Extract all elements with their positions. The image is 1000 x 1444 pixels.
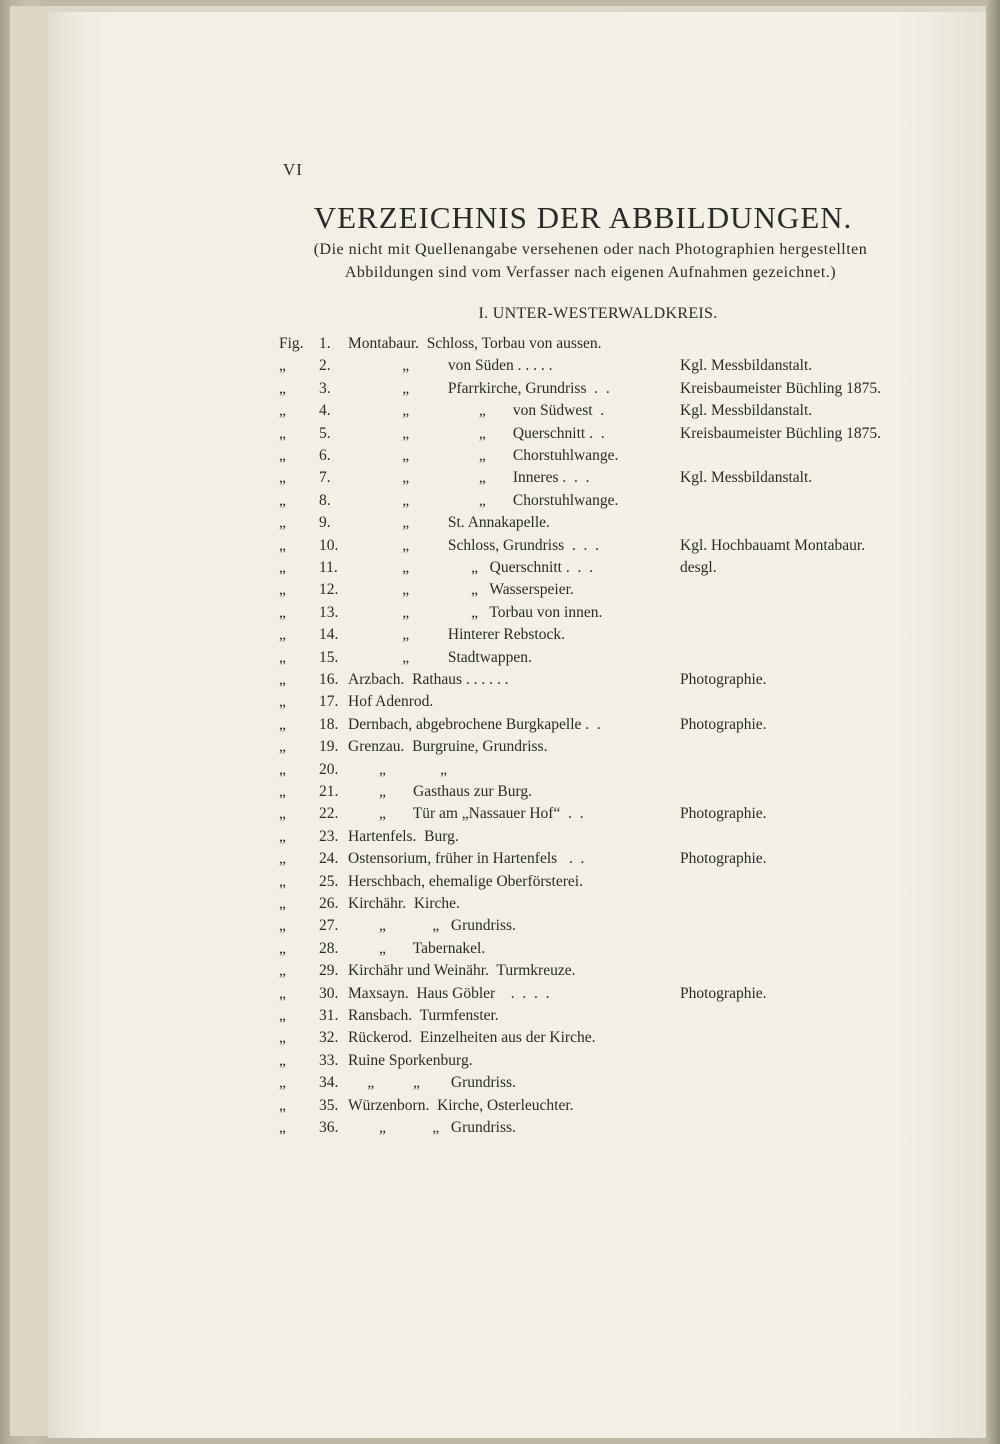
list-item bbox=[48, 759, 986, 781]
figure-source: Kgl. Hochbauamt Montabaur. bbox=[680, 536, 866, 554]
list-item bbox=[48, 378, 986, 400]
figure-prefix: „ bbox=[279, 872, 286, 890]
figure-description: Kirchähr und Weinähr. Turmkreuze. bbox=[348, 962, 576, 980]
figure-description: „ „ Chorstuhlwange. bbox=[348, 447, 619, 464]
figure-description: „ „ Grundriss. bbox=[348, 917, 516, 935]
list-item bbox=[48, 803, 986, 825]
figure-number: 15. bbox=[319, 648, 339, 666]
figure-prefix: „ bbox=[279, 402, 286, 420]
figure-number: 17. bbox=[319, 693, 339, 711]
figure-prefix: „ bbox=[279, 1096, 286, 1114]
figure-source: desgl. bbox=[680, 559, 717, 576]
page-number: VI bbox=[283, 160, 303, 179]
figure-number: 4. bbox=[319, 402, 331, 420]
figure-source: Kreisbaumeister Büchling 1875. bbox=[680, 379, 882, 397]
figure-number: 22. bbox=[319, 805, 339, 823]
figure-prefix: „ bbox=[279, 1007, 286, 1024]
list-item bbox=[48, 669, 986, 691]
figure-prefix: „ bbox=[279, 962, 286, 980]
figure-description: „ von Süden . . . . . bbox=[348, 357, 553, 375]
figure-number: 23. bbox=[319, 827, 339, 845]
figure-description: „ Pfarrkirche, Grundriss . . bbox=[348, 379, 610, 397]
note-line-2: Abbildungen sind vom Verfasser nach eigenen Aufnahmen gezeichnet.) bbox=[344, 264, 837, 281]
list-item bbox=[48, 1005, 986, 1027]
figure-number: 12. bbox=[319, 581, 339, 599]
figure-number: 25. bbox=[319, 872, 339, 890]
figure-prefix: „ bbox=[279, 648, 286, 666]
figure-description: „ Hinterer Rebstock. bbox=[348, 626, 565, 644]
figure-source: Kreisbaumeister Büchling 1875. bbox=[680, 424, 882, 442]
figure-list bbox=[48, 12, 986, 1438]
figure-prefix: „ bbox=[279, 984, 286, 1002]
figure-prefix: „ bbox=[279, 760, 286, 778]
list-item bbox=[48, 983, 986, 1005]
figure-source: Photographie. bbox=[680, 671, 767, 688]
figure-description: „ Schloss, Grundriss . . . bbox=[348, 536, 600, 554]
figure-description: Ostensorium, früher in Hartenfels . . bbox=[348, 850, 585, 868]
list-item bbox=[48, 1095, 986, 1117]
figure-number: 29. bbox=[319, 962, 339, 980]
list-item bbox=[48, 602, 986, 624]
figure-number: 36. bbox=[319, 1119, 339, 1136]
list-item bbox=[48, 691, 986, 713]
figure-number: 20. bbox=[319, 760, 339, 778]
figure-number: 10. bbox=[319, 536, 339, 554]
list-item bbox=[48, 490, 986, 512]
figure-description: Kirchähr. Kirche. bbox=[348, 895, 460, 912]
figure-number: 18. bbox=[319, 715, 339, 733]
figure-number: 13. bbox=[319, 603, 339, 621]
figure-number: 2. bbox=[319, 357, 331, 375]
book-spine-right bbox=[986, 0, 1000, 1444]
figure-description: Dernbach, abgebrochene Burgkapelle . . bbox=[348, 715, 601, 733]
figure-source: Kgl. Messbildanstalt. bbox=[680, 402, 813, 420]
list-item bbox=[48, 736, 986, 758]
figure-number: 11. bbox=[319, 559, 338, 576]
figure-prefix: „ bbox=[279, 693, 286, 711]
figure-description: „ Tür am „Nassauer Hof“ . . bbox=[348, 805, 584, 823]
document-page bbox=[48, 12, 986, 1438]
figure-description: „ „ von Südwest . bbox=[348, 402, 605, 420]
figure-prefix: „ bbox=[279, 626, 286, 644]
list-item bbox=[48, 826, 986, 848]
figure-number: 26. bbox=[319, 895, 339, 912]
figure-description: Ruine Sporkenburg. bbox=[348, 1051, 473, 1069]
list-item bbox=[48, 423, 986, 445]
note-line-1: (Die nicht mit Quellenangabe versehenen oder nach Photographien hergestellten bbox=[313, 241, 868, 258]
list-item bbox=[48, 848, 986, 870]
figure-number: 32. bbox=[319, 1029, 339, 1047]
list-item bbox=[48, 915, 986, 937]
list-item bbox=[48, 535, 986, 557]
figure-prefix: „ bbox=[279, 783, 286, 800]
figure-number: 27. bbox=[319, 917, 339, 935]
figure-source: Kgl. Messbildanstalt. bbox=[680, 469, 813, 487]
figure-prefix: „ bbox=[279, 514, 286, 532]
section-heading: I. UNTER-WESTERWALDKREIS. bbox=[478, 305, 718, 322]
figure-prefix: „ bbox=[279, 917, 286, 935]
figure-prefix: „ bbox=[279, 581, 286, 599]
figure-description: „ „ Inneres . . . bbox=[348, 469, 590, 487]
figure-description: „ Tabernakel. bbox=[348, 939, 486, 957]
list-item bbox=[48, 714, 986, 736]
figure-number: 3. bbox=[319, 379, 331, 397]
figure-description: „ „ Grundriss. bbox=[348, 1074, 516, 1092]
figure-prefix: „ bbox=[279, 357, 286, 375]
figure-description: „ Stadtwappen. bbox=[348, 648, 532, 666]
figure-prefix: „ bbox=[279, 1074, 286, 1092]
figure-source: Photographie. bbox=[680, 715, 767, 733]
figure-description: Würzenborn. Kirche, Osterleuchter. bbox=[348, 1096, 574, 1114]
figure-number: 8. bbox=[319, 491, 331, 509]
list-item bbox=[48, 871, 986, 893]
figure-number: 34. bbox=[319, 1074, 339, 1092]
figure-number: 33. bbox=[319, 1051, 339, 1069]
figure-prefix: „ bbox=[279, 1051, 286, 1069]
page-title: VERZEICHNIS DER ABBILDUNGEN. bbox=[313, 200, 853, 235]
figure-prefix: „ bbox=[279, 671, 286, 688]
figure-description: „ „ Querschnitt . . bbox=[348, 424, 605, 442]
list-item bbox=[48, 579, 986, 601]
list-item bbox=[48, 467, 986, 489]
figure-prefix: „ bbox=[279, 424, 286, 442]
list-item bbox=[48, 960, 986, 982]
figure-source: Kgl. Messbildanstalt. bbox=[680, 357, 813, 375]
figure-number: 1. bbox=[319, 335, 331, 352]
figure-number: 14. bbox=[319, 626, 339, 644]
figure-number: 7. bbox=[319, 469, 331, 487]
list-item bbox=[48, 938, 986, 960]
figure-prefix: „ bbox=[279, 850, 286, 868]
figure-number: 35. bbox=[319, 1096, 339, 1114]
figure-prefix: „ bbox=[279, 491, 286, 509]
figure-description: „ St. Annakapelle. bbox=[348, 514, 550, 532]
figure-number: 16. bbox=[319, 671, 339, 688]
figure-description: Rückerod. Einzelheiten aus der Kirche. bbox=[348, 1029, 596, 1047]
list-item bbox=[48, 1027, 986, 1049]
figure-prefix: „ bbox=[279, 738, 286, 756]
figure-number: 24. bbox=[319, 850, 339, 868]
figure-number: 5. bbox=[319, 424, 331, 442]
list-item bbox=[48, 1072, 986, 1094]
list-item bbox=[48, 1117, 986, 1139]
figure-source: Photographie. bbox=[680, 984, 767, 1002]
list-item bbox=[48, 445, 986, 467]
list-item bbox=[48, 647, 986, 669]
figure-description: Ransbach. Turmfenster. bbox=[348, 1007, 499, 1024]
figure-prefix: „ bbox=[279, 1029, 286, 1047]
list-item bbox=[48, 893, 986, 915]
figure-number: 28. bbox=[319, 939, 339, 957]
figure-prefix: „ bbox=[279, 827, 286, 845]
figure-number: 9. bbox=[319, 514, 331, 532]
figure-description: Herschbach, ehemalige Oberförsterei. bbox=[348, 872, 583, 890]
figure-description: „ „ Torbau von innen. bbox=[348, 603, 603, 621]
figure-prefix: „ bbox=[279, 469, 286, 487]
figure-prefix: „ bbox=[279, 447, 286, 464]
list-item bbox=[48, 1050, 986, 1072]
figure-description: Hartenfels. Burg. bbox=[348, 827, 459, 845]
figure-prefix: Fig. bbox=[279, 335, 304, 352]
figure-number: 19. bbox=[319, 738, 339, 756]
figure-prefix: „ bbox=[279, 559, 286, 576]
figure-source: Photographie. bbox=[680, 850, 767, 868]
figure-description: „ „ bbox=[348, 760, 448, 778]
figure-description: Hof Adenrod. bbox=[348, 693, 434, 711]
figure-prefix: „ bbox=[279, 603, 286, 621]
figure-description: „ „ Querschnitt . . . bbox=[348, 559, 593, 576]
figure-description: „ „ Grundriss. bbox=[348, 1119, 516, 1136]
figure-description: „ Gasthaus zur Burg. bbox=[348, 783, 532, 800]
figure-prefix: „ bbox=[279, 536, 286, 554]
figure-number: 21. bbox=[319, 783, 339, 800]
figure-prefix: „ bbox=[279, 939, 286, 957]
figure-number: 6. bbox=[319, 447, 331, 464]
list-item bbox=[48, 333, 986, 355]
list-item bbox=[48, 781, 986, 803]
list-item bbox=[48, 355, 986, 377]
list-item bbox=[48, 624, 986, 646]
figure-number: 30. bbox=[319, 984, 339, 1002]
figure-description: Arzbach. Rathaus . . . . . . bbox=[348, 671, 509, 688]
figure-prefix: „ bbox=[279, 1119, 286, 1136]
figure-description: „ „ Chorstuhlwange. bbox=[348, 491, 619, 509]
figure-prefix: „ bbox=[279, 895, 286, 912]
figure-prefix: „ bbox=[279, 379, 286, 397]
figure-source: Photographie. bbox=[680, 805, 767, 823]
figure-prefix: „ bbox=[279, 805, 286, 823]
figure-number: 31. bbox=[319, 1007, 339, 1024]
figure-description: Grenzau. Burgruine, Grundriss. bbox=[348, 738, 548, 756]
figure-description: Montabaur. Schloss, Torbau von aussen. bbox=[348, 335, 602, 352]
figure-prefix: „ bbox=[279, 715, 286, 733]
figure-description: Maxsayn. Haus Göbler . . . . bbox=[348, 984, 550, 1002]
list-item bbox=[48, 512, 986, 534]
list-item bbox=[48, 400, 986, 422]
figure-description: „ „ Wasserspeier. bbox=[348, 581, 574, 599]
list-item bbox=[48, 557, 986, 579]
